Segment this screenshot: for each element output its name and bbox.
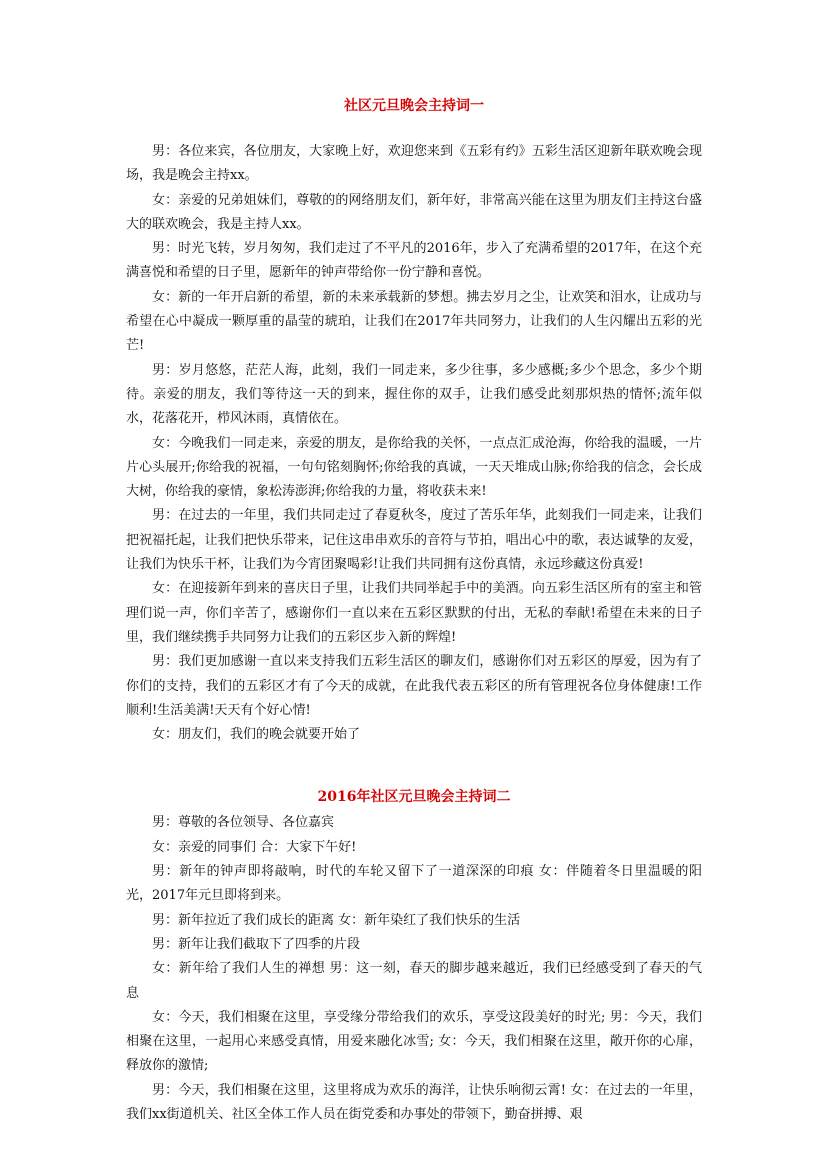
section-2-body xyxy=(126,811,702,1127)
paragraph: 男：新年拉近了我们成长的距离 女：新年染红了我们快乐的生活 xyxy=(152,912,521,928)
paragraph: 女：亲爱的兄弟姐妹们，尊敬的的网络朋友们，新年好，非常高兴能在这里为朋友们主持这台盛大的联欢晚会，我是主持人xx。 xyxy=(126,192,702,232)
paragraph: 女：新的一年开启新的希望，新的未来承载新的梦想。拂去岁月之尘，让欢笑和泪水，让成功与希望在心中凝成一颗厚重的晶莹的琥珀，让我们在2017年共同努力，让我们的人生闪耀出五彩的光芒! xyxy=(126,289,702,354)
section-2-title: 2016年社区元旦晚会主持词二 xyxy=(317,789,511,806)
section-1-body xyxy=(126,140,702,747)
paragraph: 女：今晚我们一同走来，亲爱的朋友，是你给我的关怀，一点点汇成沧海，你给我的温暖，一片片心头展开;你给我的祝福，一句句铭刻胸怀;你给我的真诚，一天天堆成山脉;你给我的信念，会长成大树，你给我的豪情，象松涛澎湃;你给我的力量，将收获未来! xyxy=(126,435,702,500)
paragraph: 男：在过去的一年里，我们共同走过了春夏秋冬，度过了苦乐年华，此刻我们一同走来，让我们把祝福托起，让我们把快乐带来，记住这串串欢乐的音符与节拍，唱出心中的歌，表达诚挚的友爱，让我们为快乐干杯，让我们为今宵团聚喝彩!让我们共同拥有这份真情，永远珍藏这份真爱! xyxy=(126,508,702,573)
paragraph: 男：尊敬的各位领导、各位嘉宾 xyxy=(152,815,335,831)
paragraph: 男：时光飞转，岁月匆匆，我们走过了不平凡的2016年，步入了充满希望的2017年，在这个充满喜悦和希望的日子里，愿新年的钟声带给你一份宁静和喜悦。 xyxy=(126,241,702,281)
paragraph: 女：新年给了我们人生的禅想 男：这一刻，春天的脚步越来越近，我们已经感受到了春天的气息 xyxy=(126,961,702,1001)
document-page xyxy=(126,96,702,1127)
paragraph: 女：今天，我们相聚在这里，享受缘分带给我们的欢乐，享受这段美好的时光; 男：今天，我们相聚在这里，一起用心来感受真情，用爱来融化冰雪; 女：今天，我们相聚在这里，敞开你的心扉，释放你的激情; xyxy=(126,1009,702,1074)
paragraph: 女：在迎接新年到来的喜庆日子里，让我们共同举起手中的美酒。向五彩生活区所有的室主和管理们说一声，你们辛苦了，感谢你们一直以来在五彩区默默的付出，无私的奉献!希望在未来的日子里，我们继续携手共同努力让我们的五彩区步入新的辉煌! xyxy=(126,581,702,645)
paragraph: 女：朋友们，我们的晚会就要开始了 xyxy=(152,727,361,743)
paragraph: 女：亲爱的同事们 合：大家下午好! xyxy=(152,839,357,855)
paragraph: 男：新年的钟声即将敲响，时代的车轮又留下了一道深深的印痕 女：伴随着冬日里温暖的阳光，2017年元旦即将到来。 xyxy=(126,864,702,904)
paragraph: 男：岁月悠悠，茫茫人海，此刻，我们一同走来，多少往事，多少感概;多少个思念，多少个期待。亲爱的朋友，我们等待这一天的到来，握住你的双手，让我们感受此刻那炽热的情怀;流年似水，花落花开，栉风沐雨，真情依在。 xyxy=(126,362,702,427)
paragraph: 男：各位来宾，各位朋友，大家晚上好，欢迎您来到《五彩有约》五彩生活区迎新年联欢晚会现场，我是晚会主持xx。 xyxy=(126,144,702,184)
section-1-title: 社区元旦晚会主持词一 xyxy=(344,98,484,114)
paragraph: 男：我们更加感谢一直以来支持我们五彩生活区的聊友们，感谢你们对五彩区的厚爱，因为有了你们的支持，我们的五彩区才有了今天的成就，在此我代表五彩区的所有管理祝各位身体健康!工作顺利!生活美满!天天有个好心情! xyxy=(126,654,702,718)
paragraph: 男：新年让我们截取下了四季的片段 xyxy=(152,936,361,952)
paragraph: 男：今天，我们相聚在这里，这里将成为欢乐的海洋，让快乐响彻云霄! 女：在过去的一年里，我们xx街道机关、社区全体工作人员在街党委和办事处的带领下，勤奋拼搏、艰 xyxy=(126,1082,702,1122)
